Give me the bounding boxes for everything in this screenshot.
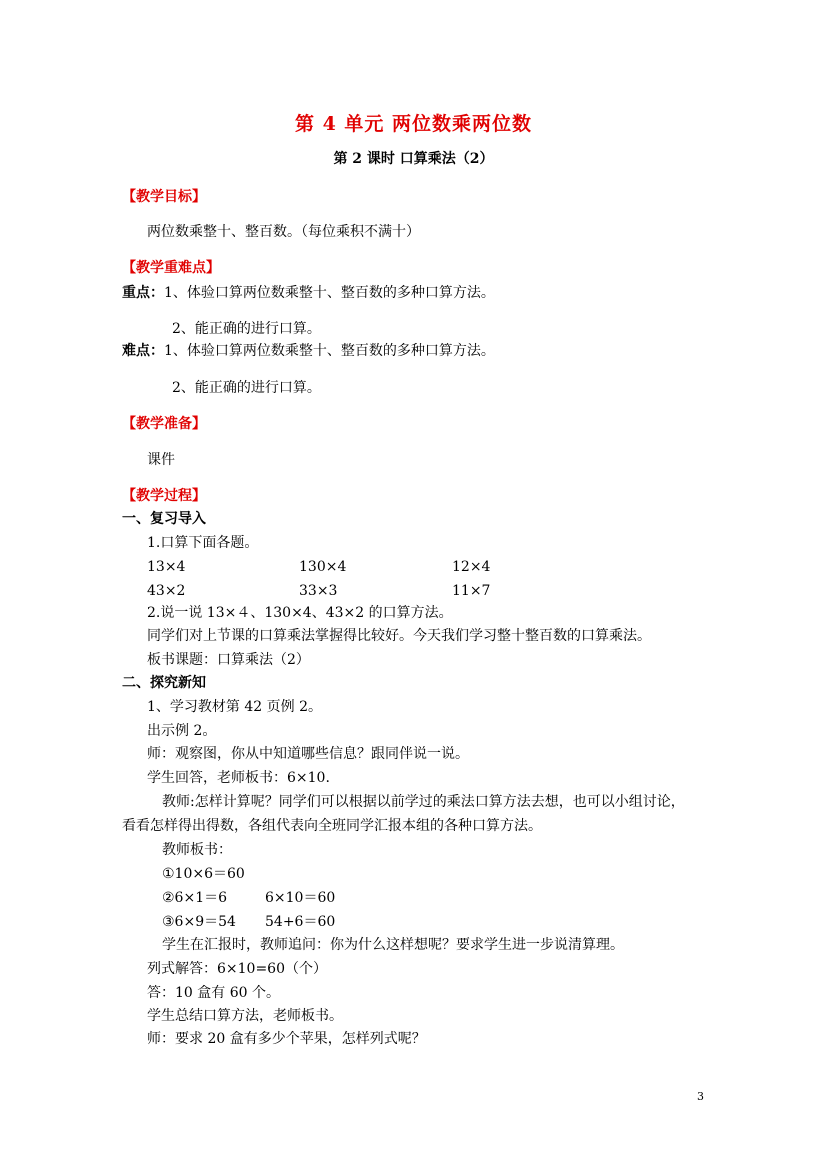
part2-line: 师：要求 20 盒有多少个苹果，怎样列式呢？ bbox=[147, 1031, 426, 1047]
part1-item2: 2.说一说 13×４、130×4、43×2 的口算方法。 bbox=[147, 605, 453, 621]
method-2a: ②6×1＝6 bbox=[162, 890, 228, 906]
key-points-heading: 【教学重难点】 bbox=[122, 260, 220, 276]
page-title: 第 4 单元 两位数乘两位数 bbox=[294, 113, 533, 135]
part2-line: 列式解答：6×10=60（个） bbox=[147, 961, 327, 977]
exercise-cell: 43×2 bbox=[147, 583, 186, 599]
part2-line: 出示例 2。 bbox=[147, 723, 217, 739]
process-heading: 【教学过程】 bbox=[122, 488, 206, 504]
preparation-heading: 【教学准备】 bbox=[122, 416, 206, 432]
focus-label: 重点： bbox=[122, 285, 164, 301]
difficulty-line-1 bbox=[122, 342, 495, 360]
difficulty-text-1: 1、体验口算两位数乘整十、整百数的多种口算方法。 bbox=[164, 343, 495, 359]
part2-line: 教师板书： bbox=[162, 842, 232, 858]
method-3b: 54+6＝60 bbox=[265, 914, 336, 930]
exercise-cell: 33×3 bbox=[299, 583, 338, 599]
part2-line: 看看怎样得出得数，各组代表向全班同学汇报本组的各种口算方法。 bbox=[122, 818, 542, 834]
exercise-cell: 12×4 bbox=[452, 559, 491, 575]
lesson-subtitle: 第 2 课时 口算乘法（2） bbox=[333, 151, 494, 167]
objectives-heading: 【教学目标】 bbox=[122, 189, 206, 205]
focus-line-1 bbox=[122, 284, 495, 302]
method-1: ①10×6＝60 bbox=[162, 866, 245, 882]
part2-line: 学生总结口算方法，老师板书。 bbox=[147, 1008, 343, 1024]
page-number: 3 bbox=[697, 1090, 704, 1103]
part1-line4: 板书课题：口算乘法（2） bbox=[147, 652, 310, 668]
objectives-text: 两位数乘整十、整百数。（每位乘积不满十） bbox=[147, 224, 420, 240]
part2-line: 学生回答，老师板书：6×10. bbox=[147, 770, 330, 786]
part2-line: 师：观察图，你从中知道哪些信息？跟同伴说一说。 bbox=[147, 746, 469, 762]
difficulty-label: 难点： bbox=[122, 343, 164, 359]
part2-line: 1、学习教材第 42 页例 2。 bbox=[147, 699, 322, 715]
exercise-cell: 11×7 bbox=[452, 583, 491, 599]
method-3a: ③6×9＝54 bbox=[162, 914, 236, 930]
part2-line: 答：10 盒有 60 个。 bbox=[147, 985, 280, 1001]
preparation-text: 课件 bbox=[147, 452, 175, 468]
method-2b: 6×10＝60 bbox=[265, 890, 336, 906]
exercise-cell: 13×4 bbox=[147, 559, 186, 575]
focus-text-1: 1、体验口算两位数乘整十、整百数的多种口算方法。 bbox=[164, 285, 495, 301]
focus-text-2: 2、能正确的进行口算。 bbox=[172, 321, 321, 337]
part2-line: 学生在汇报时，教师追问：你为什么这样想呢？要求学生进一步说清算理。 bbox=[162, 937, 624, 953]
part1-title: 一、复习导入 bbox=[122, 511, 206, 527]
part1-line3: 同学们对上节课的口算乘法掌握得比较好。今天我们学习整十整百数的口算乘法。 bbox=[147, 628, 651, 644]
part1-item1: 1.口算下面各题。 bbox=[147, 535, 259, 551]
part2-title: 二、探究新知 bbox=[122, 675, 206, 691]
exercise-cell: 130×4 bbox=[299, 559, 347, 575]
difficulty-text-2: 2、能正确的进行口算。 bbox=[172, 380, 321, 396]
part2-line: 教师:怎样计算呢？同学们可以根据以前学过的乘法口算方法去想，也可以小组讨论， bbox=[162, 794, 685, 810]
